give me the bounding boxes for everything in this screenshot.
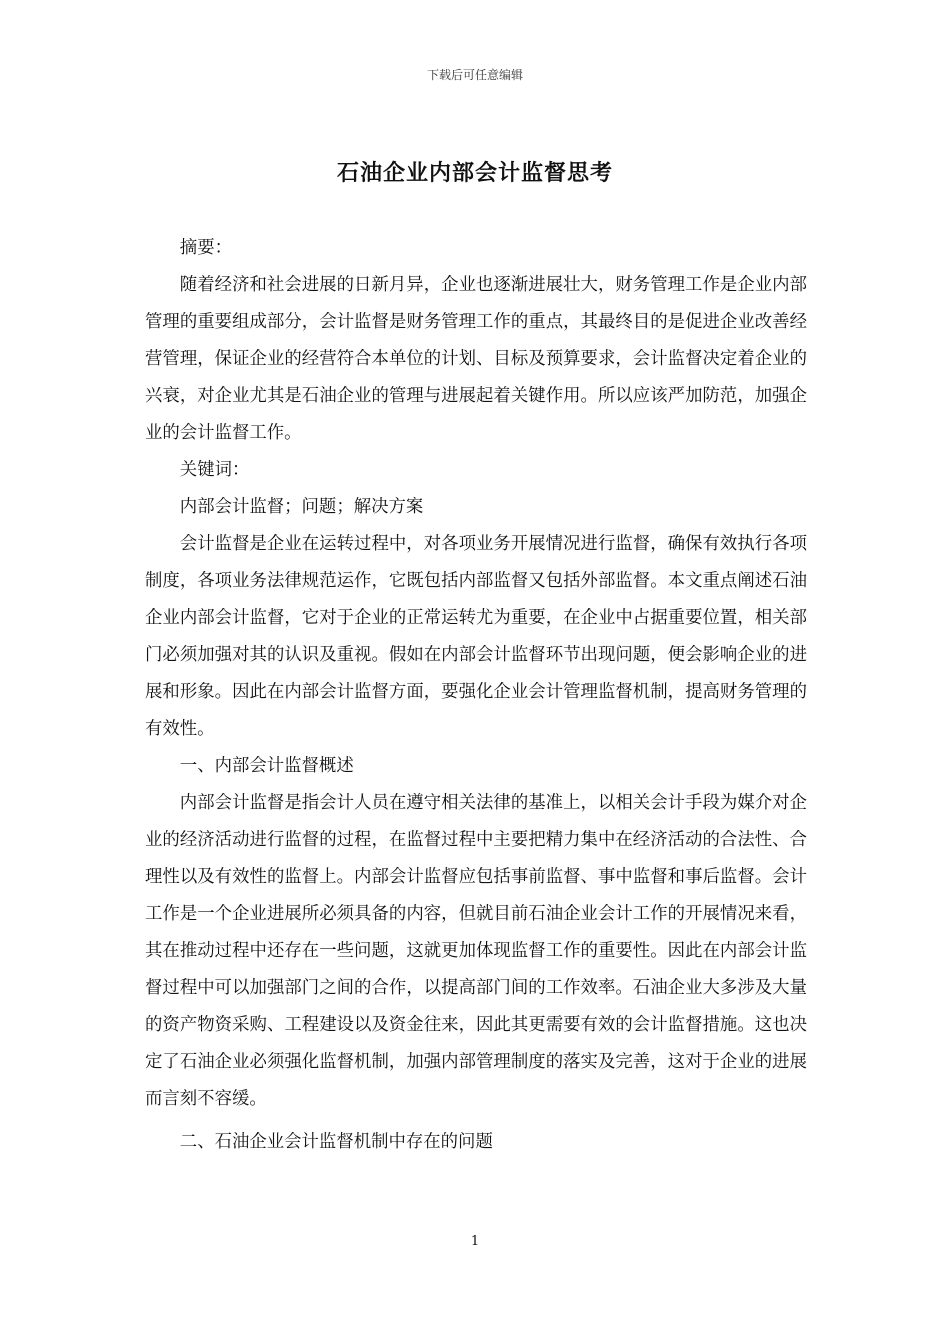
section1-paragraph: 内部会计监督是指会计人员在遵守相关法律的基准上，以相关会计手段为媒介对企业的经济活动进行监督的过程，在监督过程中主要把精力集中在经济活动的合法性、合理性以及有效性的监督上。内部会计监督应包括事前监督、事中监督和事后监督。会计工作是一个企业进展所必须具备的内容，但就目前石油企业会计工作的开展情况来看，其在推动过程中还存在一些问题，这就更加体现监督工作的重要性。因此在内部会计监督过程中可以加强部门之间的合作，以提高部门间的工作效率。石油企业大多涉及大量的资产物资采购、工程建设以及资金往来，因此其更需要有效的会计监督措施。这也决定了石油企业必须强化监督机制，加强内部管理制度的落实及完善，这对于企业的进展而言刻不容缓。 [145,793,807,1109]
section1-heading: 一、内部会计监督概述 [179,756,354,776]
keywords-label: 关键词： [179,460,250,480]
section2-heading: 二、石油企业会计监督机制中存在的问题 [179,1132,493,1152]
keywords-paragraph: 内部会计监督；问题；解决方案 [179,497,424,517]
page-number: 1 [470,1234,480,1249]
document-body [145,230,807,1161]
header-note: 下载后可任意编辑 [426,68,523,82]
document-title: 石油企业内部会计监督思考 [336,161,613,186]
abstract-label: 摘要： [179,238,232,258]
abstract-paragraph: 随着经济和社会进展的日新月异，企业也逐渐进展壮大，财务管理工作是企业内部管理的重要组成部分，会计监督是财务管理工作的重点，其最终目的是促进企业改善经营管理，保证企业的经营符合本单位的计划、目标及预算要求，会计监督决定着企业的兴衰，对企业尤其是石油企业的管理与进展起着关键作用。所以应该严加防范，加强企业的会计监督工作。 [145,275,807,443]
intro-paragraph: 会计监督是企业在运转过程中，对各项业务开展情况进行监督，确保有效执行各项制度，各项业务法律规范运作，它既包括内部监督又包括外部监督。本文重点阐述石油企业内部会计监督，它对于企业的正常运转尤为重要，在企业中占据重要位置，相关部门必须加强对其的认识及重视。假如在内部会计监督环节出现问题，便会影响企业的进展和形象。因此在内部会计监督方面，要强化企业会计管理监督机制，提高财务管理的有效性。 [145,534,807,739]
